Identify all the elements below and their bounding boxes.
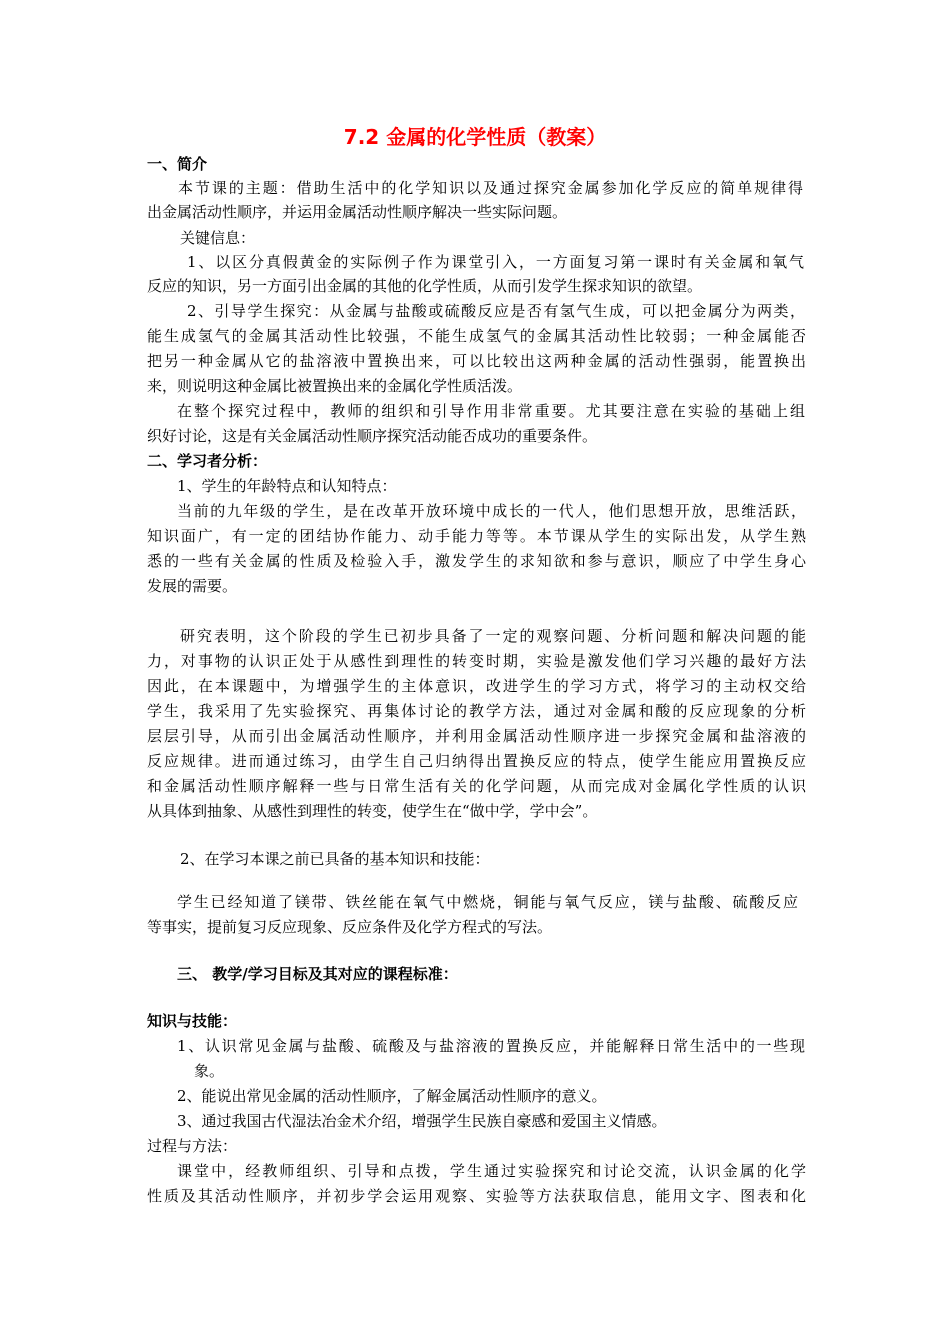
paragraph-line: 织好讨论，这是有关金属活动性顺序探究活动能否成功的重要条件。 [147, 427, 598, 445]
paragraph-line: 研究表明，这个阶段的学生已初步具备了一定的观察问题、分析问题和解决问题的能 [180, 627, 806, 645]
page-title: 7.2 金属的化学性质（教案） [343, 125, 607, 149]
list-item: 1、认识常见金属与盐酸、硫酸及与盐溶液的置换反应，并能解释日常生活中的一些现 [177, 1037, 805, 1055]
paragraph-line: 因此，在本课题中，为增强学生的主体意识，改进学生的学习方式，将学习的主动权交给 [147, 677, 806, 695]
paragraph-line: 来，则说明这种金属比被置换出来的金属化学性质活泼。 [147, 377, 523, 395]
paragraph-line: 反应规律。进而通过练习，由学生自己归纳得出置换反应的特点，使学生能应用置换反应 [147, 752, 806, 770]
paragraph-line: 当前的九年级的学生，是在改革开放环境中成长的一代人，他们思想开放，思维活跃， [177, 502, 806, 520]
paragraph-line: 反应的知识，另一方面引出金属的其他的化学性质，从而引发学生探求知识的欲望。 [147, 277, 703, 295]
paragraph-line: 本节课的主题：借助生活中的化学知识以及通过探究金属参加化学反应的简单规律得 [178, 179, 803, 197]
paragraph-line: 能生成氢气的金属其活动性比较强，不能生成氢气的金属其活动性比较弱；一种金属能否 [147, 327, 806, 345]
paragraph-line: 知识面广，有一定的团结协作能力、动手能力等等。本节课从学生的实际出发，从学生熟 [147, 527, 806, 545]
section-heading-objectives: 三、 教学/学习目标及其对应的课程标准： [177, 965, 458, 983]
paragraph-line: 1、以区分真假黄金的实际例子作为课堂引入，一方面复习第一课时有关金属和氧气 [187, 253, 804, 271]
list-item: 象。 [194, 1062, 225, 1080]
paragraph-line: 2、引导学生探究：从金属与盐酸或硫酸反应是否有氢气生成，可以把金属分为两类， [187, 302, 805, 320]
paragraph-line: 关键信息： [180, 229, 256, 247]
section-heading-learners: 二、学习者分析： [147, 452, 268, 470]
paragraph-line: 悉的一些有关金属的性质及检验入手，激发学生的求知欲和参与意识，顺应了中学生身心 [147, 552, 806, 570]
paragraph-line: 学生，我采用了先实验探究、再集体讨论的教学方法，通过对金属和酸的反应现象的分析 [147, 702, 806, 720]
subheading: 1、学生的年龄特点和认知特点： [177, 477, 397, 495]
section-heading-intro: 一、简介 [147, 155, 208, 173]
subheading-process: 过程与方法： [147, 1137, 238, 1155]
paragraph-line: 力，对事物的认识正处于从感性到理性的转变时期，实验是激发他们学习兴趣的最好方法 [147, 652, 806, 670]
paragraph-line: 学生已经知道了镁带、铁丝能在氧气中燃烧，铜能与氧气反应，镁与盐酸、硫酸反应 [177, 893, 798, 911]
subheading: 2、在学习本课之前已具备的基本知识和技能： [180, 850, 490, 868]
paragraph-line: 和金属活动性顺序解释一些与日常生活有关的化学问题，从而完成对金属化学性质的认识 [147, 777, 806, 795]
paragraph-line: 在整个探究过程中，教师的组织和引导作用非常重要。尤其要注意在实验的基础上组 [177, 402, 805, 420]
list-item: 3、通过我国古代湿法冶金术介绍，增强学生民族自豪感和爱国主义情感。 [177, 1112, 667, 1130]
paragraph-line: 出金属活动性顺序，并运用金属活动性顺序解决一些实际问题。 [147, 203, 568, 221]
paragraph-line: 等事实，提前复习反应现象、反应条件及化学方程式的写法。 [147, 918, 553, 936]
paragraph-line: 课堂中，经教师组织、引导和点拨，学生通过实验探究和讨论交流，认识金属的化学 [177, 1162, 806, 1180]
paragraph-line: 发展的需要。 [147, 577, 238, 595]
paragraph-line: 把另一种金属从它的盐溶液中置换出来，可以比较出这两种金属的活动性强弱，能置换出 [147, 352, 806, 370]
paragraph-line: 层层引导，从而引出金属活动性顺序，并利用金属活动性顺序进一步探究金属和盐溶液的 [147, 727, 806, 745]
paragraph-line: 性质及其活动性顺序，并初步学会运用观察、实验等方法获取信息，能用文字、图表和化 [147, 1187, 806, 1205]
list-item: 2、能说出常见金属的活动性顺序，了解金属活动性顺序的意义。 [177, 1087, 607, 1105]
subheading-knowledge: 知识与技能： [147, 1012, 238, 1030]
paragraph-line: 从具体到抽象、从感性到理性的转变，使学生在“做中学，学中会”。 [147, 802, 598, 820]
